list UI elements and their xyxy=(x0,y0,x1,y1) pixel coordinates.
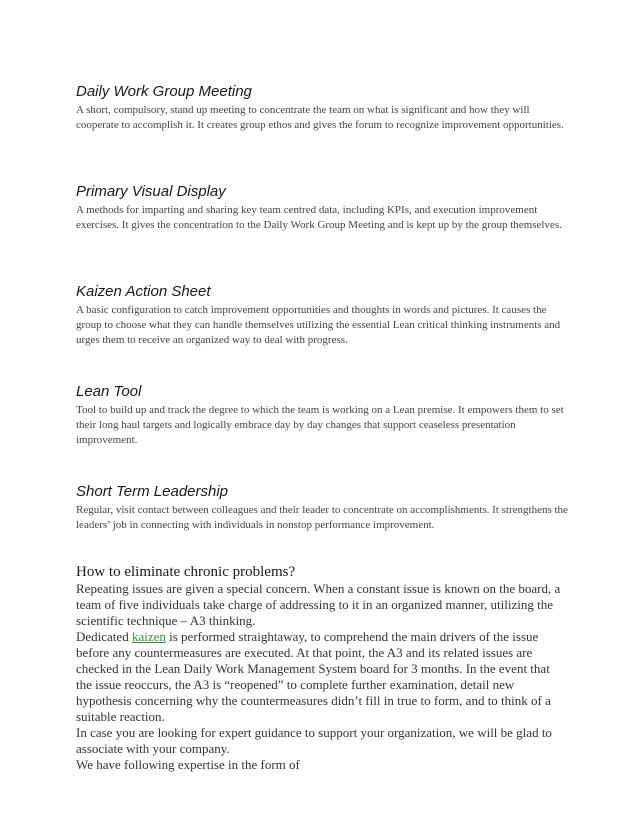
para2-before: Dedicated xyxy=(76,629,132,644)
section-daily-work-group-meeting xyxy=(76,83,568,133)
section-body: Tool to build up and track the degree to which the team is working on a Lean premise. It empowers them to set their long haul targets and logically embrace day by day changes that support ceaseless presentation improvement. xyxy=(76,404,564,446)
section-heading: Kaizen Action Sheet xyxy=(76,283,211,300)
section-kaizen-action-sheet xyxy=(76,283,568,348)
final-paragraph-1: Repeating issues are given a special concern. When a constant issue is known on the board, a team of five individuals take charge of addressing to it in an organized manner, utilizing the scientific technique – A3 thinking. xyxy=(76,581,561,628)
section-body: A methods for imparting and sharing key team centred data, including KPIs, and execution improvement exercises. It gives the concentration to the Daily Work Group Meeting and is kept up by the group themselves. xyxy=(76,204,562,231)
section-chronic-problems xyxy=(76,563,568,773)
section-lean-tool xyxy=(76,383,568,448)
section-primary-visual-display xyxy=(76,183,568,233)
final-heading: How to eliminate chronic problems? xyxy=(76,564,296,580)
section-body: Regular, visit contact between colleagues and their leader to concentrate on accomplishments. It strengthens the leaders’ job in connecting with individuals in nonstop performance improvement. xyxy=(76,504,568,531)
section-body: A basic configuration to catch improvement opportunities and thoughts in words and pictures. It causes the group to choose what they can handle themselves utilizing the essential Lean critical thinking instruments and urges them to receive an organized way to deal with progress. xyxy=(76,304,561,346)
kaizen-link[interactable]: kaizen xyxy=(131,629,166,644)
para2-after: is performed straightaway, to comprehend the main drivers of the issue before any countermeasures are executed. At that point, the A3 and its related issues are checked in the Lean Daily Work Management System board for 3 months. In the event that the issue reoccurs, the A3 is “reopened” to complete further examination, detail new hypothesis concerning why the countermeasures didn’t fill in true to form, and to think of a suitable reaction. xyxy=(76,629,551,724)
section-heading: Lean Tool xyxy=(76,383,142,400)
final-paragraph-3: In case you are looking for expert guidance to support your organization, we will be glad to associate with your company. xyxy=(76,725,552,756)
section-body: A short, compulsory, stand up meeting to concentrate the team on what is significant and how they will cooperate to accomplish it. It creates group ethos and gives the forum to recognize improvement opportunities. xyxy=(76,104,564,131)
section-heading: Primary Visual Display xyxy=(76,183,226,200)
section-short-term-leadership xyxy=(76,483,568,533)
section-heading: Short Term Leadership xyxy=(76,483,229,500)
final-paragraph-2 xyxy=(76,629,568,725)
section-heading: Daily Work Group Meeting xyxy=(76,83,252,100)
final-paragraph-4: We have following expertise in the form of xyxy=(76,757,300,772)
